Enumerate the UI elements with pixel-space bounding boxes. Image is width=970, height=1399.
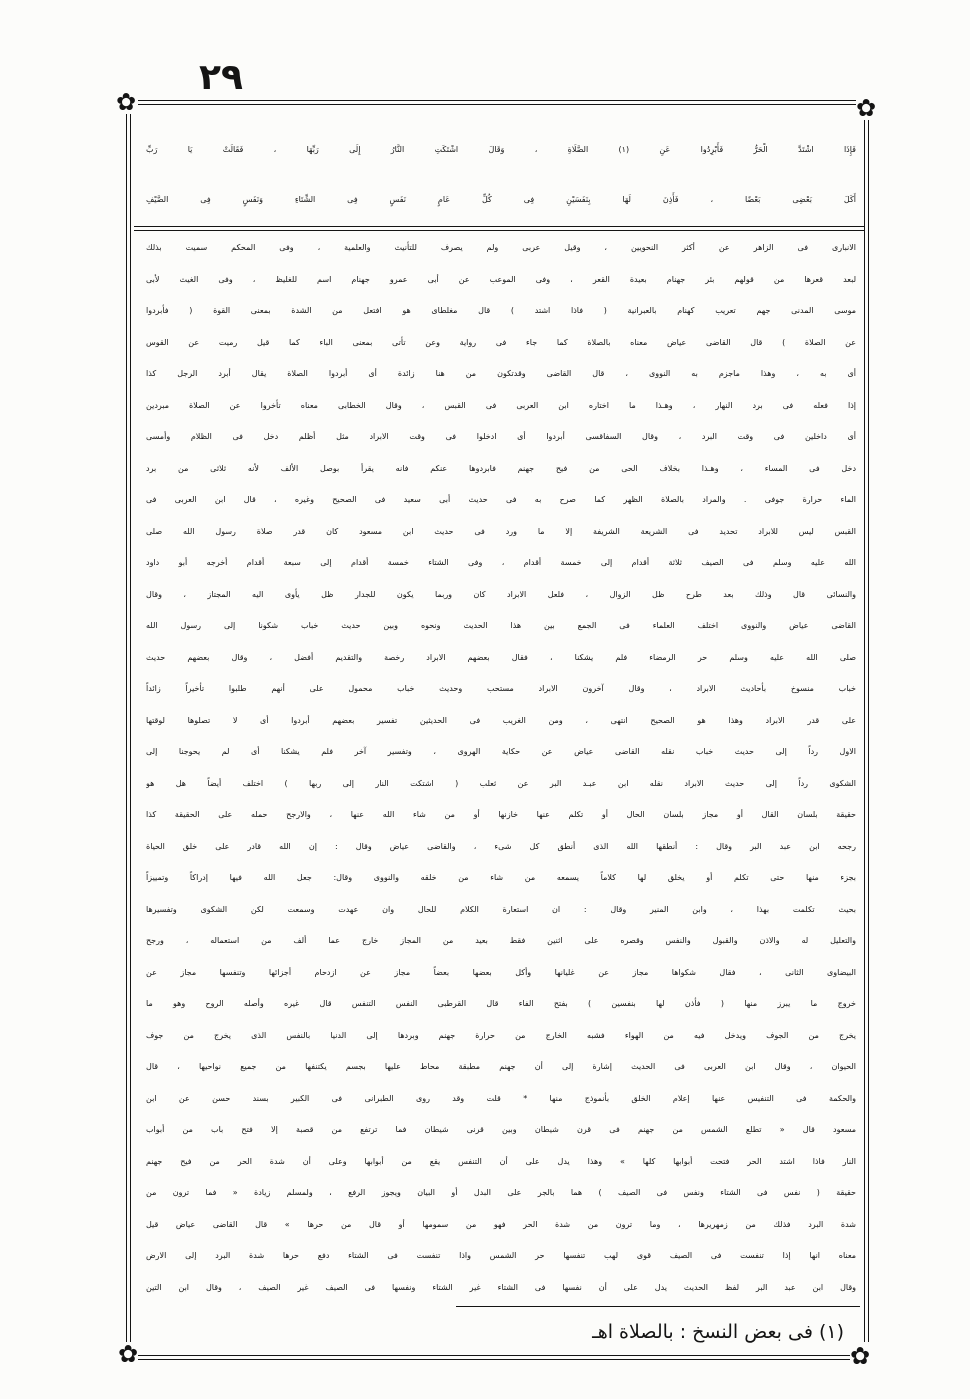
hadith-line: [146, 175, 856, 225]
commentary-line-text: معناه انها إذا تنفست فى الصيف قوى لهب تنفسها حر الشمس واذا تنفست فى الشتاء دفع حرها شدة البرد إلى الارض: [146, 1251, 856, 1260]
commentary-line-text: شدة البرد فذلك من زمهريرها ، وما ترون من شدة الحر فهو من سمومها أو قال من حرها » قال القاضى عياض قيل: [146, 1219, 856, 1229]
right-border: [864, 120, 869, 1342]
commentary-line-text: الانبارى فى الزاهر عن أكثر النحويين ، وقيل عربى ولم يصرف للتأنيث والعلمية ، وفى المحكم سميت بذلك: [146, 243, 856, 252]
commentary-line: [146, 232, 856, 264]
commentary-line: [146, 736, 856, 768]
commentary-line: [146, 1051, 856, 1083]
commentary-line: [146, 610, 856, 642]
commentary-line: [146, 862, 856, 894]
commentary-line: [146, 642, 856, 674]
page-number: ٢٩: [199, 57, 243, 98]
commentary-line: [146, 957, 856, 989]
commentary-line-text: لبعد قعرها من قولهم بئر جهنام بعيدة القعر ، وفى الموعب عن أبى عمرو جهنام اسم للغليظ ، وفى الغيث لأبى: [146, 274, 856, 284]
commentary-line-text: القبس ليس للابراد تحديد فى الشريعة الشريفة إلا ما ورد فى حديث ابن مسعود كان قدر صلاة رسول الله صلى: [146, 526, 856, 536]
commentary-line: [146, 484, 856, 516]
footnote-text: (١) فى بعض النسخ : بالصلاة اهـ: [592, 1321, 844, 1343]
flower-ornament-icon: ✿: [855, 94, 877, 122]
hadith-line: [146, 125, 856, 175]
commentary-line: [146, 1177, 856, 1209]
commentary-line: [146, 1146, 856, 1178]
flower-ornament-icon: ✿: [849, 1342, 871, 1370]
commentary-line-text: صلى الله عليه وسلم حر الرمضاء فلم يشكنا ، فقال بعضهم الابراد رخصة والتقديم أفضل ، وقال بعضهم حديث: [146, 652, 856, 662]
commentary-line-text: الاول رداً إلى حديث خباب نقله القاضى عياض عن حكاية الهروى ، وتفسير آخر فلم يشكنا أى لم يحوجنا إلى: [146, 747, 856, 756]
commentary-line: [146, 925, 856, 957]
commentary-line-text: حقيقة بلسان القال أو مجاز بلسان الحال أو تكلم عنها خازنها أو من شاء الله عنها ، والارجح حمله على الحقيقة كذا: [146, 810, 856, 819]
commentary-line-text: على قدر الابراد وهذا هو الصحيح انتهى ، ومن الغريب فى الحديثين تفسير بعضهم أبردوا أى لا تصلوها لوقتها: [146, 715, 856, 725]
commentary-line: [146, 1114, 856, 1146]
commentary-line: [146, 799, 856, 831]
commentary-line-text: وقال ابن عبد البر لفظ الحديث يدل على أن نفسها فى الشتاء غير الشتاء ونفسها فى الصيف غير الصيف ، وقال ابن التين: [146, 1282, 856, 1292]
commentary-line-text: والحكمة فى التنفيس عنها إعلام الخلق بأنموذج منها * قلت وقد روى الطبرانى فى الكبير بسند حسن عن ابن: [146, 1093, 856, 1103]
hadith-line-text: فَإِذَا اشْتَدَّ الْحَرُّ فَأَبْرِدُوا عَنِ (١) الصَّلَاةِ ، وَقَالَ اشْتَكَتِ النَّارُ إِلَى رَبِّهَا ، فَقَالَتْ يَا رَبِّ: [146, 145, 856, 154]
commentary-line: [146, 831, 856, 863]
commentary-line-text: بحيث تكلمت بهذا ، وابن المنير وقال : ان استعارة الكلام للحال وان عهدت وسمعت لكن الشكوى وتفسيرها: [146, 904, 856, 914]
hadith-line-text: أَكَلَ بَعْضِى بَعْضًا ، فَأَذِنَ لَهَا بِنَفَسَيْنِ فِى كُلِّ عَامٍ نَفَسٍ فِى الشِّتَاءِ وَنَفَسٍ فِى الصَّيْفِ: [146, 195, 856, 204]
commentary-line: [146, 421, 856, 453]
bottom-border: [138, 1355, 850, 1360]
commentary-line: [146, 358, 856, 390]
commentary-line-text: والتعليل له والاذن والقبول والنفس وقصره على اثنين فقط بعيد من المجاز خارج عما ألف من استعماله ، ورجح: [146, 936, 856, 945]
commentary-line: [146, 894, 856, 926]
footnote: [460, 1316, 844, 1348]
commentary-line: [146, 1240, 856, 1272]
top-border: [138, 100, 856, 105]
commentary-line: [146, 768, 856, 800]
commentary-line-text: الله عليه وسلم فى الصيف ثلاثة أقدام إلى خمسة أقدام ، وفى الشتاء خمسة أقدام إلى سبعة أقدام أخرجه أبو داود: [146, 558, 856, 567]
commentary-line-text: أى داخلين فى وقت البرد ، وقال السفاقسى أبردوا أى ادخلوا فى وقت الابراد مثل أظلم دخل فى الظلام وأمسى: [146, 432, 856, 441]
commentary-line-text: البيضاوى الثانى ، فقال شكواها مجاز عن غليانها وأكل بعضها بعضاً مجاز عن ازدحام أجزائها وتنفسها مجاز عن: [146, 967, 856, 977]
commentary-line: [146, 547, 856, 579]
commentary-line: [146, 295, 856, 327]
commentary-line-text: مسعود قال « تطلع الشمس من جهنم فى قرن شيطان وبين قرنى شيطان فما ترتفع من قصبة إلا فتح باب من أبواب: [146, 1125, 856, 1134]
commentary-line: [146, 453, 856, 485]
commentary-line-text: والنسائى قال وذلك بعد طرح ظل الزوال ، فلعل الابراد كان وربما يكون للجدار ظل يأوى اليه المجتاز ، وقال: [146, 589, 856, 599]
commentary-line: [146, 1083, 856, 1115]
commentary-line: [146, 988, 856, 1020]
commentary-line-text: النار فاذا اشتد الحر فتحت أبوابها كلها » وهذا يدل على أن التنفس يقع من أبوابها وعلى أن شدة الحر من فيح جهنم: [146, 1156, 856, 1166]
commentary-line-text: الحيوان ، وقال ابن العربى فى الحديث إشارة إلى أن جهنم مطبقة محاط عليها بجسم يكتنفها من جميع نواحيها ، قال: [146, 1062, 856, 1071]
commentary-line-text: خباب منسوخ بأحاديث الابراد ، وقال آخرون الابراد مستحب وحديث خباب محمول على أنهم طلبوا تأخيراً زائداً: [146, 684, 856, 693]
commentary-line: [146, 579, 856, 611]
left-border: [126, 114, 131, 1342]
commentary-line: [146, 516, 856, 548]
commentary-line-text: الماء حرارة جوفى . والمراد بالصلاة الظهر كما صرح به فى حديث أبى سعيد فى الصحيح وغيره ، قال ابن العربى فى: [146, 495, 856, 504]
hadith-text: [146, 125, 856, 225]
commentary-line-text: الشكوى رداً إلى حديث الابراد نقله ابن عبـد البر عن ثعلب ( اشتكت النار إلى ربها ) اختلف أيضاً هل هو: [146, 778, 856, 788]
commentary-line: [146, 705, 856, 737]
commentary-line: [146, 1020, 856, 1052]
commentary-line-text: إذا فعله فى برد النهار ، وهـذا ما اختاره ابن العربى فى القبس ، وقال الخطابى معناه تأخروا عن الصلاة مبردين: [146, 400, 856, 410]
commentary-line-text: حقيقة ( نفس فى الشتاء ونفس فى الصيف ) هما بالجر على البدل أو البيان ويجوز الرفع ، ولمسلم زيادة « فما ترون من: [146, 1188, 856, 1197]
footnote-separator: [456, 1306, 860, 1307]
flower-ornament-icon: ✿: [117, 1340, 139, 1368]
commentary-line-text: رجحه ابن عبد البر وقال : أنطقها الله الذى أنطق كل شىء ، والقاضى عياض وقال : إن الله قادر على خلق الحياة: [146, 841, 856, 851]
commentary-line-text: أى به ، وهذا ماجزم به النووى ، قال القاضى وقدتكون من هنا زائدة أى أبردوا الصلاة يقال أبرد الرجل كذا: [146, 369, 856, 378]
commentary-line: [146, 1272, 856, 1304]
commentary-line-text: يخرج من الجوف ويدخل فيه من الهواء فشبه الخارج من حرارة جهنم وبردها إلى الدنيا بالنفس الذى يخرج من جوف: [146, 1030, 856, 1040]
commentary-line-text: القاضى عياض والنووى اختلف العلماء فى الجمع بين هذا الحديث ونحوه وبين حديث خباب شكونا إلى رسول الله: [146, 621, 856, 630]
flower-ornament-icon: ✿: [115, 88, 137, 116]
commentary-line: [146, 327, 856, 359]
commentary-line-text: دخل فى المساء ، وهـذا بخلاف الحى من فيح جهنم فابردوها عنكم فانه يقرأ بوصل الألف لأنه ثلاثى من برد: [146, 463, 856, 473]
commentary-line: [146, 1209, 856, 1241]
commentary-line: [146, 264, 856, 296]
commentary-line-text: بجزء منها حتى تكلم أو يخلق لها كلاماً يسمعه من شاء من خلقه والنووى وقال: جعل الله فيها إدراكاً وتمييزاً: [146, 873, 856, 882]
commentary-body: [146, 232, 856, 1303]
commentary-line-text: عن الصلاة ) قال القاضى عياض معناه بالصلاة كما جاء فى رواية وعن تأتى بمعنى الباء كما قيل رميت عن القوس: [146, 337, 856, 347]
hadith-separator: [134, 226, 864, 231]
commentary-line-text: موسى المدنى جهم تعريب كهنام بالعبرانية ( فاذا اشتد ) قال مغلطاى هو افتعل من الشدة بمعنى القوة ( فأبردوا: [146, 306, 856, 315]
commentary-line-text: خروج ما يبرز منها ( فأذن لها بنفسين ) بفتح الفاء قال القرطبى النفس التنفس قال غيره وأصله الروح وهو ما: [146, 999, 856, 1008]
commentary-line: [146, 390, 856, 422]
commentary-line: [146, 673, 856, 705]
